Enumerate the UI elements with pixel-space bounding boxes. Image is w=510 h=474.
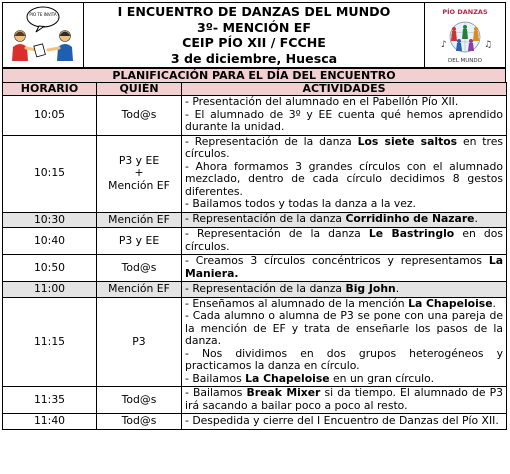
table-row xyxy=(3,228,507,255)
activity-item: - El alumnado de 3º y EE cuenta qué hemos aprendido durante la unidad. xyxy=(185,107,503,133)
who-cell: Tod@s xyxy=(97,255,182,282)
col-header-horario: HORARIO xyxy=(3,83,97,96)
activity-item: - Representación de la danza Los siete saltos en tres círculos. xyxy=(185,134,503,160)
time-cell: 10:30 xyxy=(3,212,97,228)
activity-item: - Representación de la danza Big John. xyxy=(185,281,400,295)
time-cell: 11:00 xyxy=(3,282,97,298)
activity-item: - Representación de la danza Le Bastringlo en dos círculos. xyxy=(185,227,504,253)
activity-item: - Ahora formamos 3 grandes círculos con el alumnado mezclado, dentro de cada círculo decidimos 8 gestos diferentes. xyxy=(185,159,503,198)
activities-cell xyxy=(182,282,507,298)
who-cell: P3 y EE + Mención EF xyxy=(97,135,182,212)
plan-title: PLANIFICACIÓN PARA EL DÍA DEL ENCUENTRO xyxy=(2,68,506,83)
table-row xyxy=(3,414,507,430)
table-header-row xyxy=(3,83,507,96)
activity-item: - Nos dividimos en dos grupos heterogéneos y practicamos la danza en círculo. xyxy=(185,346,503,372)
invite-bubble-text: PIO TE INVITA xyxy=(29,12,57,17)
time-cell: 10:15 xyxy=(3,135,97,212)
table-row xyxy=(3,135,507,212)
activities-cell xyxy=(182,135,507,212)
document xyxy=(2,2,506,470)
who-cell: Tod@s xyxy=(97,387,182,414)
dance-name: La Chapeloise xyxy=(245,371,330,385)
logo-bottom-text: DEL MUNDO xyxy=(448,58,482,64)
who-cell: Tod@s xyxy=(97,414,182,430)
activity-item: - Presentación del alumnado en el Pabellón Pío XII. xyxy=(185,95,459,108)
schedule-table xyxy=(2,82,507,430)
dance-name: La Chapeloise xyxy=(408,296,493,310)
time-cell: 11:15 xyxy=(3,297,97,387)
activities-cell xyxy=(182,212,507,228)
time-cell: 11:40 xyxy=(3,414,97,430)
table-row xyxy=(3,297,507,387)
table-row xyxy=(3,282,507,298)
dance-name: Corridinho de Nazare xyxy=(345,212,475,225)
invite-logo xyxy=(3,3,84,67)
header xyxy=(2,2,506,68)
col-header-actividades: ACTIVIDADES xyxy=(182,83,507,96)
activity-item: - Cada alumno o alumna de P3 se pone con una pareja de la mención de EF y trata de enseñarle los pasos de la danza. xyxy=(185,309,503,347)
table-row xyxy=(3,387,507,414)
dance-name: Los siete saltos xyxy=(357,134,458,148)
pio-danzas-logo xyxy=(424,3,505,67)
col-header-quien: QUIÉN xyxy=(97,83,182,96)
time-cell: 10:50 xyxy=(3,255,97,282)
time-cell: 10:05 xyxy=(3,96,97,136)
time-cell: 10:40 xyxy=(3,228,97,255)
event-title: I ENCUENTRO DE DANZAS DEL MUNDO xyxy=(117,4,391,19)
header-titles xyxy=(84,3,424,68)
who-cell: P3 xyxy=(97,297,182,387)
table-body xyxy=(3,96,507,430)
event-subtitle: 3º- MENCIÓN EF xyxy=(197,19,311,35)
logo-top-text: PÍO DANZAS xyxy=(442,8,488,16)
activity-item: - Creamos 3 círculos concéntricos y representamos La Maniera. xyxy=(185,254,503,280)
activities-cell xyxy=(182,387,507,414)
who-cell: P3 y EE xyxy=(97,228,182,255)
who-cell: Tod@s xyxy=(97,96,182,136)
school-name: CEIP PÍO XII / FCCHE xyxy=(182,35,326,50)
activities-cell xyxy=(182,255,507,282)
dance-name: La Maniera. xyxy=(185,254,503,280)
dance-name: Le Bastringlo xyxy=(368,227,455,240)
activity-item: - Bailamos La Chapeloise en un gran círculo. xyxy=(185,371,435,385)
event-date: 3 de diciembre, Huesca xyxy=(170,50,338,66)
activities-cell xyxy=(182,414,507,430)
table-row xyxy=(3,212,507,228)
activity-item: - Enseñamos al alumnado de la mención La Chapeloise. xyxy=(185,296,496,310)
table-row xyxy=(3,255,507,282)
activity-item: - Bailamos Break Mixer si da tiempo. El alumnado de P3 irá sacando a bailar poco a poco al resto. xyxy=(185,386,503,412)
dance-name: Big John xyxy=(345,281,396,295)
activity-item: - Despedida y cierre del I Encuentro de Danzas del Pío XII. xyxy=(185,413,499,427)
activities-cell xyxy=(182,297,507,387)
activity-item: - Bailamos todos y todas la danza a la vez. xyxy=(185,197,416,210)
who-cell: Mención EF xyxy=(97,212,182,228)
activities-cell xyxy=(182,96,507,136)
table-row xyxy=(3,96,507,136)
activities-cell xyxy=(182,228,507,255)
svg-text:♫: ♫ xyxy=(484,40,493,50)
time-cell: 11:35 xyxy=(3,387,97,414)
dance-name: Break Mixer xyxy=(246,386,321,399)
activity-item: - Representación de la danza Corridinho de Nazare. xyxy=(185,212,478,225)
who-cell: Mención EF xyxy=(97,282,182,298)
svg-text:♪: ♪ xyxy=(441,40,447,50)
